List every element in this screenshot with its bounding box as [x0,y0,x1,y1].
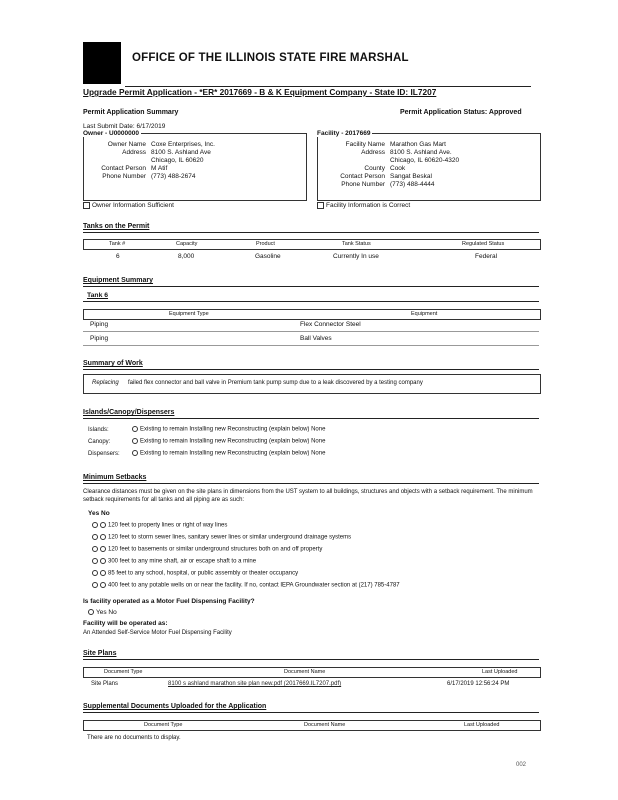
facility-panel [317,130,541,201]
owner-label: Phone Number [102,173,146,180]
setback-text: 120 feet to basements or similar underground structures both on and off property [108,546,323,553]
supplemental-header [83,720,541,731]
owner-name: Coxe Enterprises, Inc. [151,141,215,148]
owner-city: Chicago, IL 60620 [151,157,204,164]
setback-text: 85 feet to any school, hospital, or public assembly or theater occupancy [108,570,299,577]
operated-as-answer: An Attended Self-Service Motor Fuel Dispensing Facility [83,630,232,636]
owner-sufficient-checkbox[interactable] [83,202,174,209]
col-doc-name: Document Name [284,669,326,675]
owner-label: Contact Person [101,165,146,172]
mfdf-answer[interactable] [88,609,117,616]
last-submit-date: Last Submit Date: 6/17/2019 [83,123,166,130]
setback-text: 120 feet to property lines or right of way lines [108,522,228,529]
setback-item[interactable] [92,582,400,589]
setback-text: 120 feet to storm sewer lines, sanitary sewer lines or similar underground drainage systems [108,534,352,541]
operated-as-question: Facility will be operated as: [83,620,168,627]
table-row [90,335,108,342]
setbacks-yes-no: Yes No [88,510,110,517]
permit-subtitle: Upgrade Permit Application - *ER* 2017669 - B & K Equipment Company - State ID: IL7207 [83,87,437,97]
supplemental-heading: Supplemental Documents Uploaded for the Application [83,703,267,710]
facility-correct-checkbox[interactable] [317,202,410,209]
tanks-heading: Tanks on the Permit [83,223,150,230]
setback-item[interactable] [92,558,256,565]
setback-text: 400 feet to any potable wells on or near the facility. If no, contact IEPA Groundwater section at (217) 785-4787 [108,582,400,589]
canopy-options: Existing to remain Installing new Reconstructing (explain below) None [140,438,326,445]
facility-correct-label: Facility Information is Correct [326,202,411,210]
equipment-header [83,309,541,320]
supplemental-empty: There are no documents to display. [87,735,181,741]
col-regulated: Regulated Status [462,241,505,247]
islands-heading: Islands/Canopy/Dispensers [83,409,175,416]
equipment-type: Piping [90,335,109,342]
work-text: failed flex connector and ball valve in Premium tank pump sump due to a leak discovered by a testing company [128,380,423,386]
table-row [90,321,108,328]
table-row [300,335,332,342]
islands-label: Islands: [88,426,109,433]
col-last-uploaded: Last Uploaded [482,669,518,675]
col-equipment: Equipment [411,311,438,317]
setback-item[interactable] [92,546,322,553]
canopy-label: Canopy: [88,438,111,445]
owner-contact: M Atif [151,165,168,172]
facility-name: Marathon Gas Mart [390,141,446,148]
site-plan-link[interactable]: 8100 s ashland marathon site plan new.pdf (2017669.IL7207.pdf) [168,681,342,687]
page-title: OFFICE OF THE ILLINOIS STATE FIRE MARSHAL [132,52,409,64]
col-doc-type: Document Type [144,722,183,728]
equipment-name: Ball Valves [300,335,332,342]
facility-label: Facility Name [345,141,385,148]
owner-label: Address [122,149,146,156]
facility-label: Contact Person [340,173,385,180]
facility-label: County [364,165,385,172]
col-tank: Tank # [109,241,126,247]
equipment-name: Flex Connector Steel [300,321,361,328]
owner-legend: Owner - U0000000 [83,130,140,137]
facility-county: Cook [390,165,406,172]
facility-label: Address [361,149,385,156]
equipment-type: Piping [90,321,109,328]
owner-sufficient-label: Owner Information Sufficient [92,202,174,210]
tank-number: 6 [116,253,120,260]
col-tank-status: Tank Status [342,241,371,247]
col-capacity: Capacity [176,241,198,247]
col-doc-name: Document Name [304,722,346,728]
owner-phone: (773) 488-2674 [151,173,196,180]
dispensers-row[interactable] [88,450,325,457]
mfdf-question: Is facility operated as a Motor Fuel Dispensing Facility? [83,598,255,605]
table-row [300,321,361,328]
islands-options: Existing to remain Installing new Reconstructing (explain below) None [140,426,326,433]
setbacks-intro: Clearance distances must be given on the site plans in dimensions from the UST system to all buildings, structures and objects with a setback requirement. The minimum setback requirements for all tanks and all piping are as such: [83,489,533,503]
summary-heading: Permit Application Summary [83,109,179,116]
col-doc-type: Document Type [104,669,143,675]
work-heading: Summary of Work [83,360,143,367]
owner-address: 8100 S. Ashland Ave [151,149,211,156]
table-row [83,253,539,262]
setback-item[interactable] [92,534,351,541]
agency-logo [83,42,121,84]
site-plans-header [83,667,541,678]
site-plan-type: Site Plans [91,681,119,687]
setbacks-heading: Minimum Setbacks [83,474,147,481]
tanks-header [83,239,541,250]
dispensers-options: Existing to remain Installing new Reconstructing (explain below) None [140,450,326,457]
canopy-row[interactable] [88,438,325,445]
tank-status: Currently In use [333,253,379,260]
col-equipment-type: Equipment Type [169,311,209,317]
facility-label: Phone Number [341,181,385,188]
page-number: 002 [516,762,527,768]
tank-product: Gasoline [255,253,281,260]
tank-capacity: 8,000 [178,253,195,260]
work-summary-box [83,374,541,394]
work-label: Replacing [92,380,119,386]
facility-city: Chicago, IL 60620-4320 [390,157,460,164]
owner-label: Owner Name [107,141,146,148]
site-plan-date: 6/17/2019 12:56:24 PM [447,681,510,687]
col-product: Product [256,241,275,247]
facility-contact: Sangat Beskal [390,173,432,180]
facility-address: 8100 S. Ashland Ave. [390,149,452,156]
facility-phone: (773) 488-4444 [390,181,435,188]
equipment-heading: Equipment Summary [83,277,154,284]
facility-legend: Facility - 2017669 [317,130,371,137]
col-last-uploaded: Last Uploaded [464,722,500,728]
site-plans-heading: Site Plans [83,650,117,657]
application-status: Permit Application Status: Approved [400,109,522,116]
tank-label: Tank 6 [87,292,109,299]
table-row [83,681,539,690]
mfdf-answer-text: Yes No [96,609,117,616]
setback-item[interactable] [92,570,298,577]
dispensers-label: Dispensers: [88,450,120,457]
tank-regulated: Federal [475,253,498,260]
setback-item[interactable] [92,522,227,529]
setback-text: 300 feet to any mine shaft, air or escape shaft to a mine [108,558,257,565]
owner-panel [83,130,307,201]
islands-row[interactable] [88,426,325,433]
